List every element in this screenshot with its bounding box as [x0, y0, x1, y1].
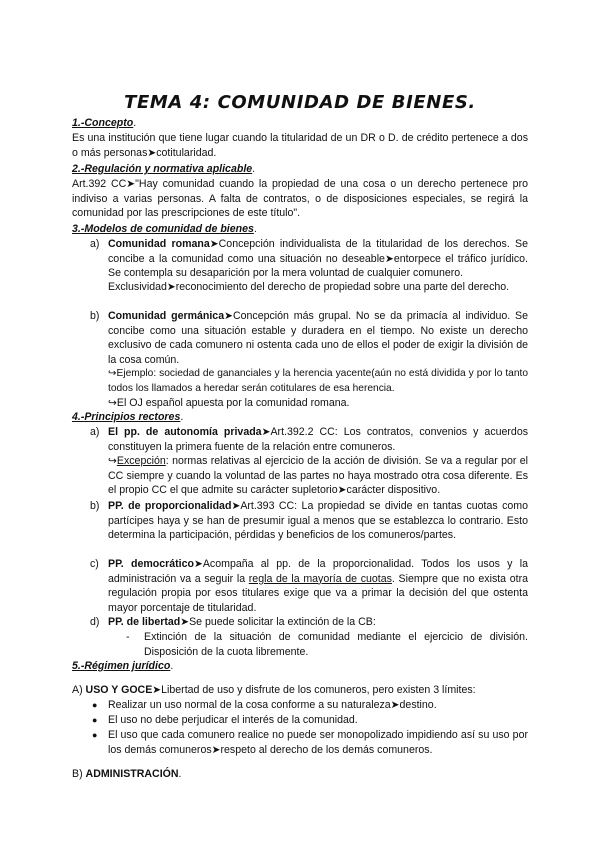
heading-dot: . [253, 223, 257, 235]
description: ➤Acompaña al pp. de la proporcionalidad. Todos los usos y la administración va a seguir la [108, 558, 528, 585]
dash-marker: - [126, 631, 130, 643]
description: ➤Concepción más grupal. No se da primacía al individuo. Se concibe como una situación estable y duradera en el tiempo. No existe un derecho exclusivo de cada comunero ni ostenta cada uno de ellos el poder de exigir la división de la cosa común. [108, 310, 528, 366]
subsection-label: B) [72, 768, 83, 780]
list-text [108, 309, 528, 367]
list-label: d) [90, 616, 100, 628]
list-text [108, 425, 528, 454]
heading-concepto: 1.-Concepto [72, 117, 134, 129]
note-text: ↪Ejemplo: sociedad de gananciales y la herencia yacente(aún no está dividida y por lo tanto todos los llamados a heredar serán cotitulares de esa herencia. [108, 368, 528, 394]
bullet-marker: ● [92, 730, 98, 740]
trailing-dot: . [178, 768, 182, 780]
heading-dot: . [133, 117, 137, 129]
list-text [108, 557, 528, 615]
term-autonomia: El pp. de autonomía privada [108, 426, 262, 438]
list-text [108, 615, 528, 630]
list-text [108, 237, 528, 281]
section-4-heading [72, 410, 528, 425]
list-label: b) [90, 310, 100, 322]
subsection-administracion [72, 767, 528, 782]
section-5-heading [72, 659, 528, 674]
description: ➤Se puede solicitar la extinción de la CB: [180, 616, 376, 628]
note-text [108, 454, 528, 498]
term-proporcionalidad: PP. de proporcionalidad [108, 500, 232, 512]
section-1-text: Es una institución que tiene lugar cuando la titularidad de un DR o D. de crédito pertenece a dos o más personas➤cotitularidad. [72, 132, 528, 159]
subsection-uso-goce [72, 683, 528, 698]
bullet-marker: ● [92, 700, 98, 710]
description: ➤Concepción individualista de la titularidad de los derechos. Se concibe a la comunidad como una situación no deseable➤entorpece el tráfico jurídico. Se contempla su desaparición por la mera voluntad de cualquier comunero. [108, 238, 528, 280]
term-uso-goce: USO Y GOCE [85, 684, 153, 696]
heading-dot: . [252, 163, 256, 175]
list-label: a) [90, 426, 100, 438]
description-cont: . Siempre que no exista otra regulación propia por esos titulares exige que va a primar la decisión del que ostenta mayor porcentaje de titularidad. [108, 572, 528, 614]
term-libertad: PP. de libertad [108, 616, 181, 628]
term-excepcion: Excepción [116, 455, 166, 467]
section-2-heading [72, 162, 528, 177]
term-comunidad-germanica: Comunidad germánica [108, 310, 225, 322]
dash-text: Extinción de la situación de comunidad mediante el ejercicio de división. Disposición de la cuota libremente. [144, 631, 528, 658]
list-text [108, 499, 528, 543]
term-democratico: PP. democrático [108, 558, 194, 570]
bullet-text: El uso no debe perjudicar el interés de la comunidad. [108, 714, 358, 726]
description: ➤Art.393 CC: La propiedad se divide en tantas cuotas como partícipes haya y se han de presumir igual a menos que se establezca lo contrario. Esto determina la participación, pérdidas y beneficios de los comuneros/partes. [108, 500, 528, 542]
description: ➤Libertad de uso y disfrute de los comuneros, pero existen 3 límites: [152, 684, 476, 696]
subsection-label: A) [72, 684, 83, 696]
list-label: b) [90, 500, 100, 512]
heading-regimen: 5.-Régimen jurídico [72, 660, 171, 672]
section-2-text: Art.392 CC➤"Hay comunidad cuando la propiedad de una cosa o un derecho pertenece pro indiviso a varias personas. A falta de contratos, o de disposiciones especiales, se regirá la comunidad por las prescripciones de este título". [72, 178, 528, 220]
list-label: a) [90, 238, 100, 250]
bullet-marker: ● [92, 715, 98, 725]
heading-dot: . [180, 411, 184, 423]
heading-principios: 4.-Principios rectores [72, 411, 181, 423]
description: : normas relativas al ejercicio de la acción de división. Se va a regular por el CC siempre y cuando la voluntad de las partes no haya mostrado otra cosa diferente. Es el propio CC el que admite su carácter supletorio➤carácter dispositivo. [108, 455, 528, 497]
note-text: ↪El OJ español apuesta por la comunidad romana. [108, 397, 350, 409]
section-3-heading [72, 222, 528, 237]
section-1-heading [72, 116, 528, 131]
term-administracion: ADMINISTRACIÓN [85, 768, 179, 780]
page-title: TEMA 4: COMUNIDAD DE BIENES. [124, 92, 476, 113]
heading-regulacion: 2.-Regulación y normativa aplicable [72, 163, 253, 175]
list-label: c) [90, 558, 99, 570]
term-comunidad-romana: Comunidad romana [108, 238, 210, 250]
heading-modelos: 3.-Modelos de comunidad de bienes [72, 223, 254, 235]
description: ➤Art.392.2 CC: Los contratos, convenios y acuerdos constituyen la primera fuente de la relación entre comuneros. [108, 426, 529, 453]
arrow: ↪ [108, 455, 117, 467]
note-text: Exclusividad➤reconocimiento del derecho de propiedad sobre una parte del derecho. [108, 281, 510, 293]
heading-dot: . [170, 660, 174, 672]
bullet-text: El uso que cada comunero realice no puede ser monopolizado impidiendo así su uso por los demás comuneros➤respeto al derecho de los demás comuneros. [108, 729, 528, 756]
bullet-text: Realizar un uso normal de la cosa conforme a su naturaleza➤destino. [108, 699, 437, 711]
term-regla-mayoria: regla de la mayoría de cuotas [248, 572, 392, 585]
